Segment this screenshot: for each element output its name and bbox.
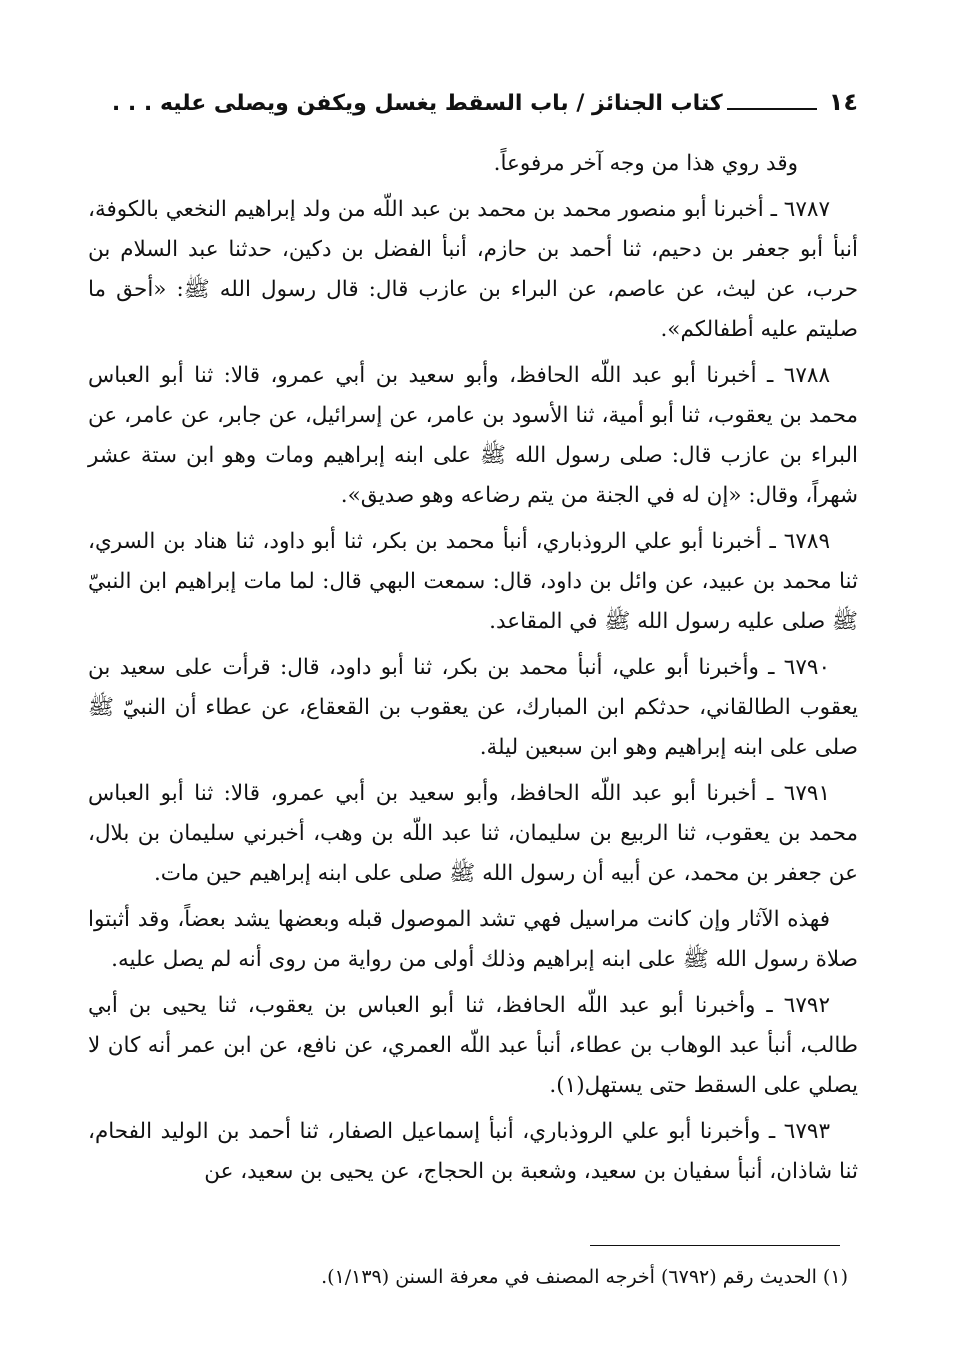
page-number: ١٤ <box>828 88 858 116</box>
hadith-6790: ٦٧٩٠ ـ وأخبرنا أبو علي، أنبأ محمد بن بكر، ثنا أبو داود، قال: قرأت على سعيد بن يعقوب الطالقاني، حدثكم ابن المبارك، عن يعقوب بن القعقاع، عن عطاء أن النبيّ ﷺ صلى على ابنه إبراهيم وهو ابن سبعين ليلة. <box>88 655 858 760</box>
hadith-6793: ٦٧٩٣ ـ وأخبرنا أبو علي الروذباري، أنبأ إسماعيل الصفار، ثنا أحمد بن الوليد الفحام، ثنا شاذان، أنبأ سفيان بن سعيد، وشعبة بن الحجاج، عن يحيى بن سعيد، عن <box>88 1119 858 1184</box>
footnote-rule <box>590 1245 840 1246</box>
page-body <box>88 144 858 1192</box>
hadith-6789: ٦٧٨٩ ـ أخبرنا أبو علي الروذباري، أنبأ محمد بن بكر، ثنا أبو داود، ثنا هناد بن السري، ثنا محمد بن عبيد، عن وائل بن داود، قال: سمعت البهي قال: لما مات إبراهيم ابن النبيّ ﷺ صلى عليه رسول الله ﷺ في المقاعد. <box>88 529 858 634</box>
intro-paragraph: وقد روي هذا من وجه آخر مرفوعاً. <box>493 151 798 176</box>
hadith-6792: ٦٧٩٢ ـ وأخبرنا أبو عبد اللّه الحافظ، ثنا أبو العباس بن يعقوب، ثنا يحيى بن أبي طالب، أنبأ عبد الوهاب بن عطاء، أنبأ عبد اللّه العمري، عن نافع، عن ابن عمر أنه كان لا يصلي على السقط حتى يستهل(١). <box>88 993 858 1098</box>
commentary-paragraph: فهذه الآثار وإن كانت مراسيل فهي تشد الموصول قبله وبعضها يشد بعضاً، وقد أثبتوا صلاة رسول الله ﷺ على ابنه إبراهيم وذلك أولى من رواية من روى أنه لم يصل عليه. <box>88 907 858 972</box>
footnote: (١) الحديث رقم (٦٧٩٢) أخرجه المصنف في معرفة السنن (١/١٣٩). <box>321 1266 848 1288</box>
hadith-6788: ٦٧٨٨ ـ أخبرنا أبو عبد اللّه الحافظ، وأبو سعيد بن أبي عمرو، قالا: ثنا أبو العباس محمد بن يعقوب، ثنا أبو أمية، ثنا الأسود بن عامر، عن إسرائيل، عن جابر، عن عامر، عن البراء بن عازب قال: صلى رسول الله ﷺ على ابنه إبراهيم ومات وهو ابن ستة عشر شهراً، وقال: «إن له في الجنة من يتم رضاعه وهو صديق». <box>88 363 858 508</box>
hadith-6791: ٦٧٩١ ـ أخبرنا أبو عبد اللّه الحافظ، وأبو سعيد بن أبي عمرو، قالا: ثنا أبو العباس محمد بن يعقوب، ثنا الربيع بن سليمان، ثنا عبد اللّه بن وهب، أخبرني سليمان بن بلال، عن جعفر بن محمد، عن أبيه أن رسول الله ﷺ صلى على ابنه إبراهيم حين مات. <box>88 781 858 886</box>
running-title: كتاب الجنائز / باب السقط يغسل ويكفن ويصلى عليه . . . <box>111 91 723 116</box>
page-header <box>88 72 858 116</box>
hadith-6787: ٦٧٨٧ ـ أخبرنا أبو منصور محمد بن محمد بن عبد اللّه من ولد إبراهيم النخعي بالكوفة، أنبأ أبو جعفر بن دحيم، ثنا أحمد بن حازم، أنبأ الفضل بن دكين، حدثنا عبد السلام بن حرب، عن ليث، عن عاصم، عن البراء بن عازب قال: قال رسول الله ﷺ: «أحق ما صليتم عليه أطفالكم». <box>88 197 858 342</box>
book-page <box>88 72 858 1198</box>
header-rule <box>727 108 817 110</box>
